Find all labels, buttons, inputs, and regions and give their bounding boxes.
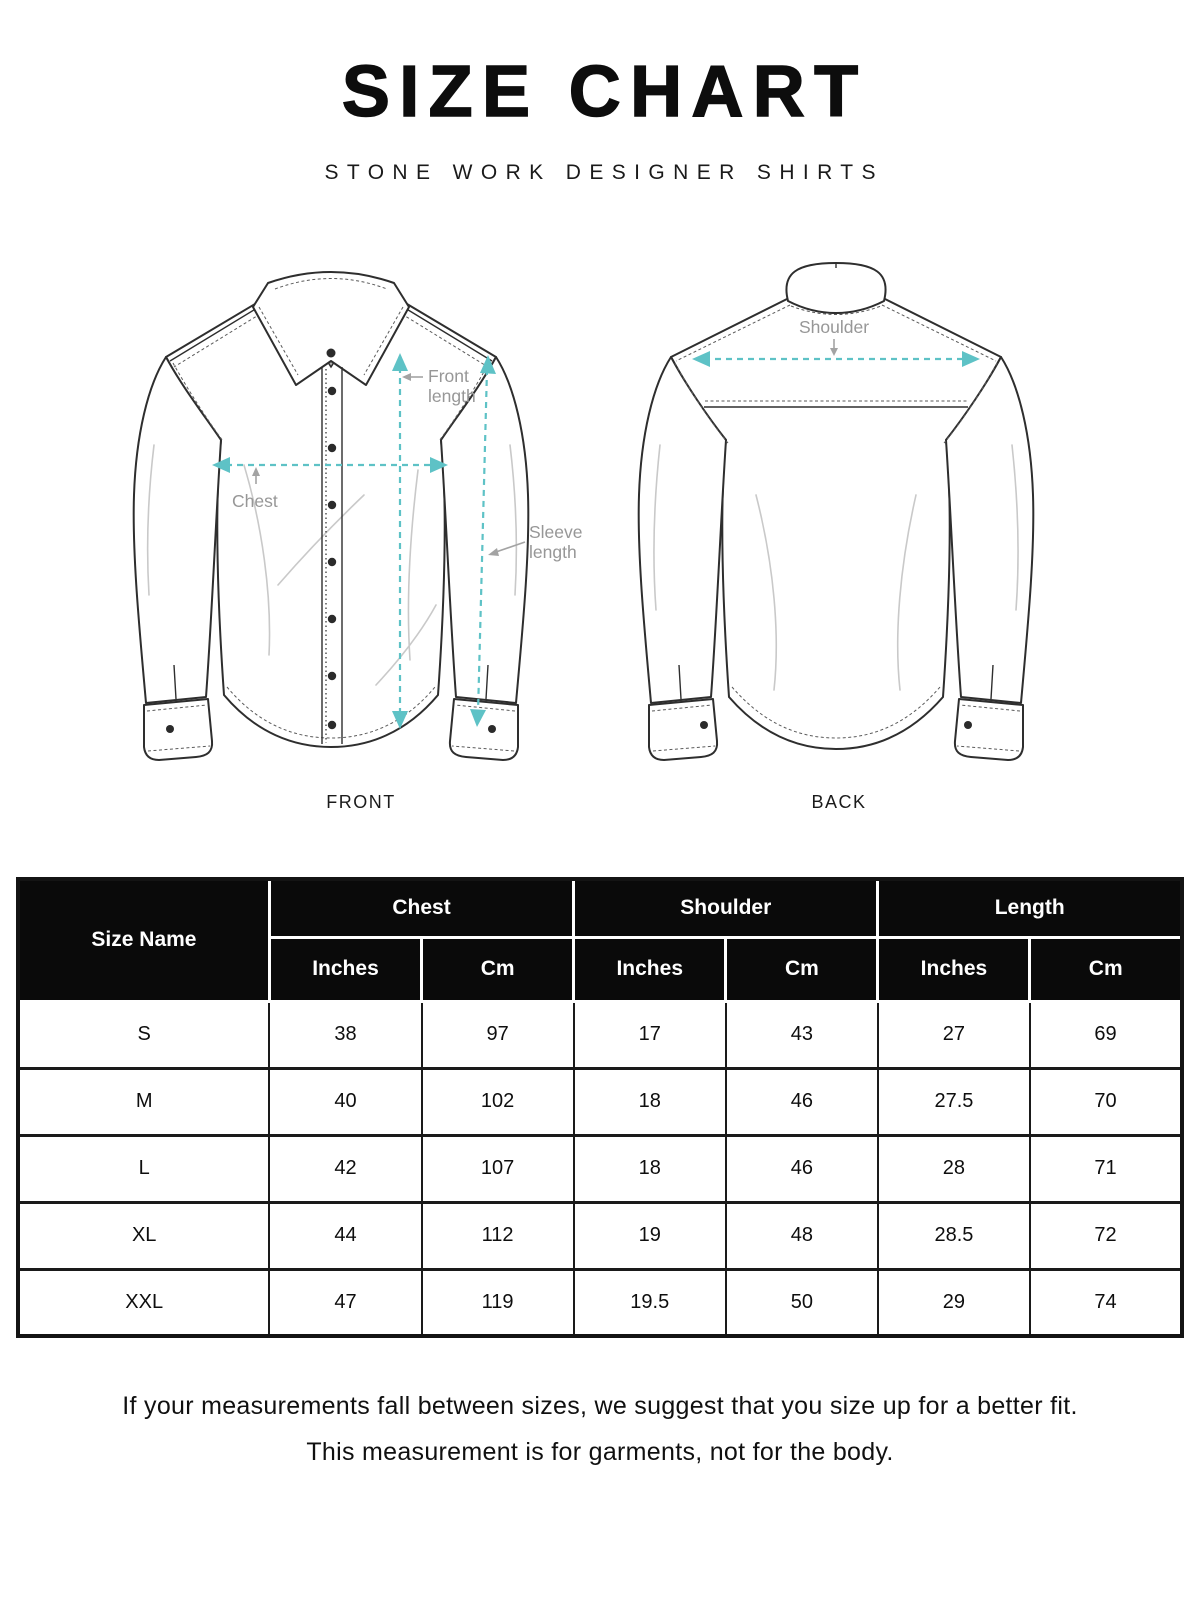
value-cell: 69 bbox=[1030, 1001, 1182, 1068]
value-cell: 112 bbox=[422, 1202, 574, 1269]
shirt-diagrams bbox=[0, 255, 1200, 813]
left-cuff-button bbox=[166, 725, 174, 733]
chest-inches-header: Inches bbox=[269, 937, 421, 1001]
shoulder-group-header: Shoulder bbox=[574, 879, 878, 937]
svg-text:Sleeve: Sleeve bbox=[529, 522, 583, 542]
size-table-body bbox=[18, 1001, 1182, 1336]
value-cell: 29 bbox=[878, 1269, 1030, 1336]
table-row-xxl bbox=[18, 1269, 1182, 1336]
back-caption: BACK bbox=[811, 792, 867, 812]
table-row-m bbox=[18, 1068, 1182, 1135]
value-cell: 40 bbox=[269, 1068, 421, 1135]
value-cell: 72 bbox=[1030, 1202, 1182, 1269]
svg-text:Front: Front bbox=[428, 366, 469, 386]
fit-note bbox=[0, 1392, 1200, 1467]
value-cell: 27.5 bbox=[878, 1068, 1030, 1135]
value-cell: 43 bbox=[726, 1001, 878, 1068]
size-name-header: Size Name bbox=[18, 879, 269, 1001]
back-shirt-figure bbox=[603, 255, 1075, 813]
page-title: SIZE CHART bbox=[341, 52, 868, 132]
size-cell: L bbox=[18, 1135, 269, 1202]
value-cell: 46 bbox=[726, 1135, 878, 1202]
value-cell: 46 bbox=[726, 1068, 878, 1135]
size-table bbox=[16, 877, 1184, 1338]
value-cell: 71 bbox=[1030, 1135, 1182, 1202]
svg-text:Shoulder: Shoulder bbox=[798, 317, 870, 337]
collar-button bbox=[327, 349, 336, 358]
value-cell: 42 bbox=[269, 1135, 421, 1202]
table-row-xl bbox=[18, 1202, 1182, 1269]
front-shirt-drawing bbox=[125, 255, 597, 775]
length-group-header: Length bbox=[878, 879, 1182, 937]
shoulder-inches-header: Inches bbox=[574, 937, 726, 1001]
length-cm-header: Cm bbox=[1030, 937, 1182, 1001]
size-cell: S bbox=[18, 1001, 269, 1068]
right-cuff-button bbox=[964, 721, 972, 729]
size-cell: XXL bbox=[18, 1269, 269, 1336]
front-caption: FRONT bbox=[326, 792, 396, 812]
chest-cm-header: Cm bbox=[422, 937, 574, 1001]
chest-group-header: Chest bbox=[269, 879, 573, 937]
page-subtitle: STONE WORK DESIGNER SHIRTS bbox=[324, 161, 884, 184]
value-cell: 19.5 bbox=[574, 1269, 726, 1336]
back-shirt-drawing bbox=[603, 255, 1075, 775]
page-header bbox=[0, 0, 1200, 185]
right-cuff-button bbox=[488, 725, 496, 733]
value-cell: 28.5 bbox=[878, 1202, 1030, 1269]
front-shirt-figure bbox=[125, 255, 597, 813]
value-cell: 27 bbox=[878, 1001, 1030, 1068]
front-shirt-body bbox=[134, 301, 529, 760]
value-cell: 18 bbox=[574, 1068, 726, 1135]
value-cell: 107 bbox=[422, 1135, 574, 1202]
fit-note-line-2: This measurement is for garments, not for the body. bbox=[306, 1438, 894, 1466]
value-cell: 47 bbox=[269, 1269, 421, 1336]
length-inches-header: Inches bbox=[878, 937, 1030, 1001]
value-cell: 18 bbox=[574, 1135, 726, 1202]
value-cell: 119 bbox=[422, 1269, 574, 1336]
value-cell: 74 bbox=[1030, 1269, 1182, 1336]
svg-text:length: length bbox=[529, 542, 577, 562]
value-cell: 38 bbox=[269, 1001, 421, 1068]
fit-note-line-1: If your measurements fall between sizes, we suggest that you size up for a better fit. bbox=[122, 1392, 1078, 1420]
table-row-s bbox=[18, 1001, 1182, 1068]
value-cell: 102 bbox=[422, 1068, 574, 1135]
back-shirt-body bbox=[639, 263, 1034, 760]
value-cell: 19 bbox=[574, 1202, 726, 1269]
value-cell: 48 bbox=[726, 1202, 878, 1269]
value-cell: 70 bbox=[1030, 1068, 1182, 1135]
size-cell: XL bbox=[18, 1202, 269, 1269]
svg-text:length: length bbox=[428, 386, 476, 406]
svg-text:Chest: Chest bbox=[232, 491, 278, 511]
size-cell: M bbox=[18, 1068, 269, 1135]
value-cell: 28 bbox=[878, 1135, 1030, 1202]
value-cell: 97 bbox=[422, 1001, 574, 1068]
size-table-header bbox=[18, 879, 1182, 1001]
value-cell: 50 bbox=[726, 1269, 878, 1336]
collar-band-shape bbox=[786, 263, 885, 313]
left-cuff-button bbox=[700, 721, 708, 729]
value-cell: 44 bbox=[269, 1202, 421, 1269]
value-cell: 17 bbox=[574, 1001, 726, 1068]
table-row-l bbox=[18, 1135, 1182, 1202]
shoulder-cm-header: Cm bbox=[726, 937, 878, 1001]
